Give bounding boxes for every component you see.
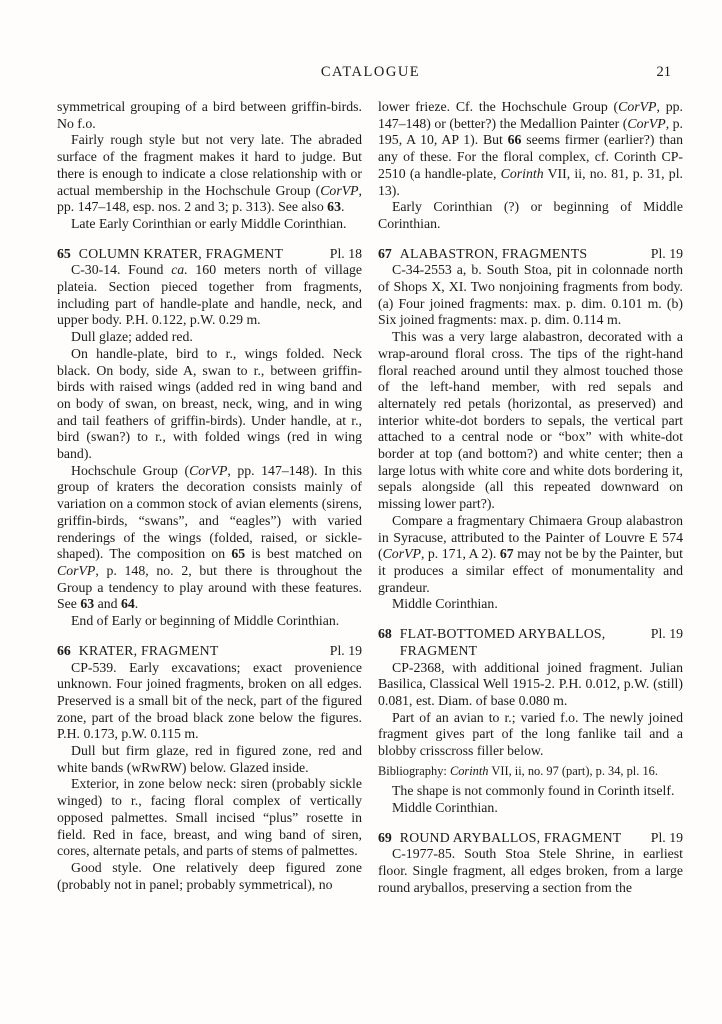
- paragraph-continuation: lower frieze. Cf. the Hochschule Group (CorVP, pp. 147–148) or (better?) the Medallion Painter (CorVP, p. 195, A 10, AP 1). But 66 seems firmer (earlier?) than any of these. For the floral complex, cf. Corinth CP-2510 (a handle-plate, Corinth VII, ii, no. 81, p. 31, pl. 13).: [378, 99, 684, 198]
- entry-number: 66: [57, 642, 71, 658]
- paragraph-dating: Middle Corinthian.: [392, 596, 498, 612]
- paragraph-attribution: Hochschule Group (CorVP, pp. 147–148). In this group of kraters the decoration consists mainly of variation on a common stock of avian elements (sirens, griffin-birds, “swans”, and “eagles”) with varied renderings of the wings (folded, raised, or sickle-shaped). The composition on 65 is best matched on CorVP, p. 148, no. 2, but there is throughout the Group a tendency to play around with these features. See 63 and 64.: [57, 462, 362, 612]
- page-number: 21: [656, 64, 671, 80]
- paragraph-comment: The shape is not commonly found in Corinth itself.: [392, 783, 675, 799]
- entry-number: 67: [378, 245, 392, 261]
- paragraph-description: Exterior, in zone below neck: siren (probably sickle winged) to r., facing floral complex of vertically opposed palmettes. Small incised “plus” rosette in field. Red in face, breast, and wing band of siren, cores, alternate petals, and parts of stems of palmettes.: [57, 776, 362, 859]
- paragraph-attribution: Compare a fragmentary Chimaera Group alabastron in Syracuse, attributed to the Painter of Louvre E 574 (CorVP, p. 171, A 2). 67 may not be by the Painter, but it produces a similar effect of monumentality and grandeur.: [378, 512, 683, 595]
- text-content: [57, 99, 683, 896]
- paragraph-provenience: C-30-14. Found ca. 160 meters north of village plateia. Section pieced together from fragments, including part of handle-plate and handle, neck, and upper body. P.H. 0.122, p.W. 0.29 m.: [57, 262, 362, 328]
- paragraph-provenience: CP-2368, with additional joined fragment. Julian Basilica, Classical Well 1915-2. P.H. 0.012, p.W. (still) 0.081, est. Diam. of base 0.080 m.: [378, 659, 683, 708]
- right-column: [378, 99, 683, 896]
- paragraph-dating: Middle Corinthian.: [392, 799, 498, 815]
- paragraph-continuation: symmetrical grouping of a bird between griffin-birds. No f.o.: [57, 99, 362, 131]
- paragraph-provenience: C-1977-85. South Stoa Stele Shrine, in earliest floor. Single fragment, all edges broken, from a large round aryballos, preserving a section from the: [378, 846, 683, 895]
- paragraph-dating: Early Corinthian (?) or beginning of Middle Corinthian.: [378, 199, 683, 231]
- entry-heading-66: [57, 643, 362, 660]
- paragraph-style: Good style. One relatively deep figured zone (probably not in panel; probably symmetrical), no: [57, 859, 362, 892]
- running-head: [57, 64, 684, 82]
- paragraph: Fairly rough style but not very late. The abraded surface of the fragment makes it hard to judge. But there is enough to indicate a close relationship with or actual membership in the Hochschule Group (CorVP, pp. 147–148, esp. nos. 2 and 3; p. 313). See also 63.: [57, 132, 362, 215]
- plate-reference: Pl. 19: [329, 642, 362, 658]
- entry-number: 65: [57, 245, 71, 261]
- entry-title-line2: FRAGMENT: [399, 642, 478, 658]
- plate-reference: Pl. 19: [650, 245, 683, 261]
- paragraph-provenience: C-34-2553 a, b. South Stoa, pit in colonnade north of Shops X, XI. Two nonjoining fragments from body. (a) Four joined fragments: max. p. dim. 0.101 m. (b) Six joined fragments: max. p. dim. 0.114 m.: [378, 262, 683, 328]
- plate-reference: Pl. 19: [650, 829, 683, 845]
- paragraph-provenience: CP-539. Early excavations; exact provenience unknown. Four joined fragments, broken on all edges. Preserved is a small bit of the neck, part of the figured zone, part of the broad black zone below the figures. P.H. 0.173, p.W. 0.115 m.: [57, 659, 362, 742]
- entry-number: 69: [378, 829, 392, 845]
- paragraph-dating: End of Early or beginning of Middle Corinthian.: [71, 613, 340, 629]
- entry-number: 68: [378, 626, 392, 642]
- paragraph-description: On handle-plate, bird to r., wings folded. Neck black. On body, side A, swan to r., between griffin-birds with raised wings (added red in wing band and on body of swan, on breast, neck, wing, and in wing and tail feathers of griffin-birds). Under handle, at r., bird (swan?) to r., with folded wings (red in wing band).: [57, 345, 362, 462]
- plate-reference: Pl. 19: [650, 626, 683, 642]
- entry-title: ALABASTRON, FRAGMENTS: [399, 245, 588, 261]
- paragraph-fabric: Dull but firm glaze, red in figured zone, red and white bands (wRwRW) below. Glazed inside.: [57, 743, 362, 775]
- entry-title: COLUMN KRATER, FRAGMENT: [78, 245, 284, 261]
- paragraph-description: This was a very large alabastron, decorated with a wrap-around floral cross. The tips of the right-hand floral reached around until they almost touched those of the left-hand member, with red sepals and alternately red petals (horizontal, as preserved) and interior white-dot borders to sepals, the vertical part attached to a central node or “box” with white-dot border at top (and bottom?) and white center; then a large lotus with white core and white dots bordering it, sepals alongside (all this repeated downward on missing lower part?).: [378, 329, 683, 512]
- entry-title: [400, 626, 606, 659]
- entry-title: ROUND ARYBALLOS, FRAGMENT: [399, 829, 622, 845]
- paragraph-fabric: Dull glaze; added red.: [71, 329, 193, 345]
- plate-reference: Pl. 18: [329, 245, 362, 261]
- entry-title: KRATER, FRAGMENT: [78, 642, 219, 658]
- entry-heading-68: [378, 626, 683, 659]
- bibliography-line: Bibliography: Corinth VII, ii, no. 97 (part), p. 34, pl. 16.: [378, 763, 658, 778]
- entry-heading-67: [378, 246, 683, 263]
- paragraph-description: Part of an avian to r.; varied f.o. The newly joined fragment gives part of the long fanlike tail and a blobby crisscross filler below.: [378, 709, 683, 759]
- entry-title-line1: FLAT-BOTTOMED ARYBALLOS,: [399, 626, 606, 642]
- paragraph-dating: Late Early Corinthian or early Middle Corinthian.: [71, 215, 347, 231]
- page-title: CATALOGUE: [320, 64, 421, 80]
- entry-heading-69: [378, 830, 683, 847]
- left-column: [57, 99, 362, 896]
- entry-heading-65: [57, 246, 362, 263]
